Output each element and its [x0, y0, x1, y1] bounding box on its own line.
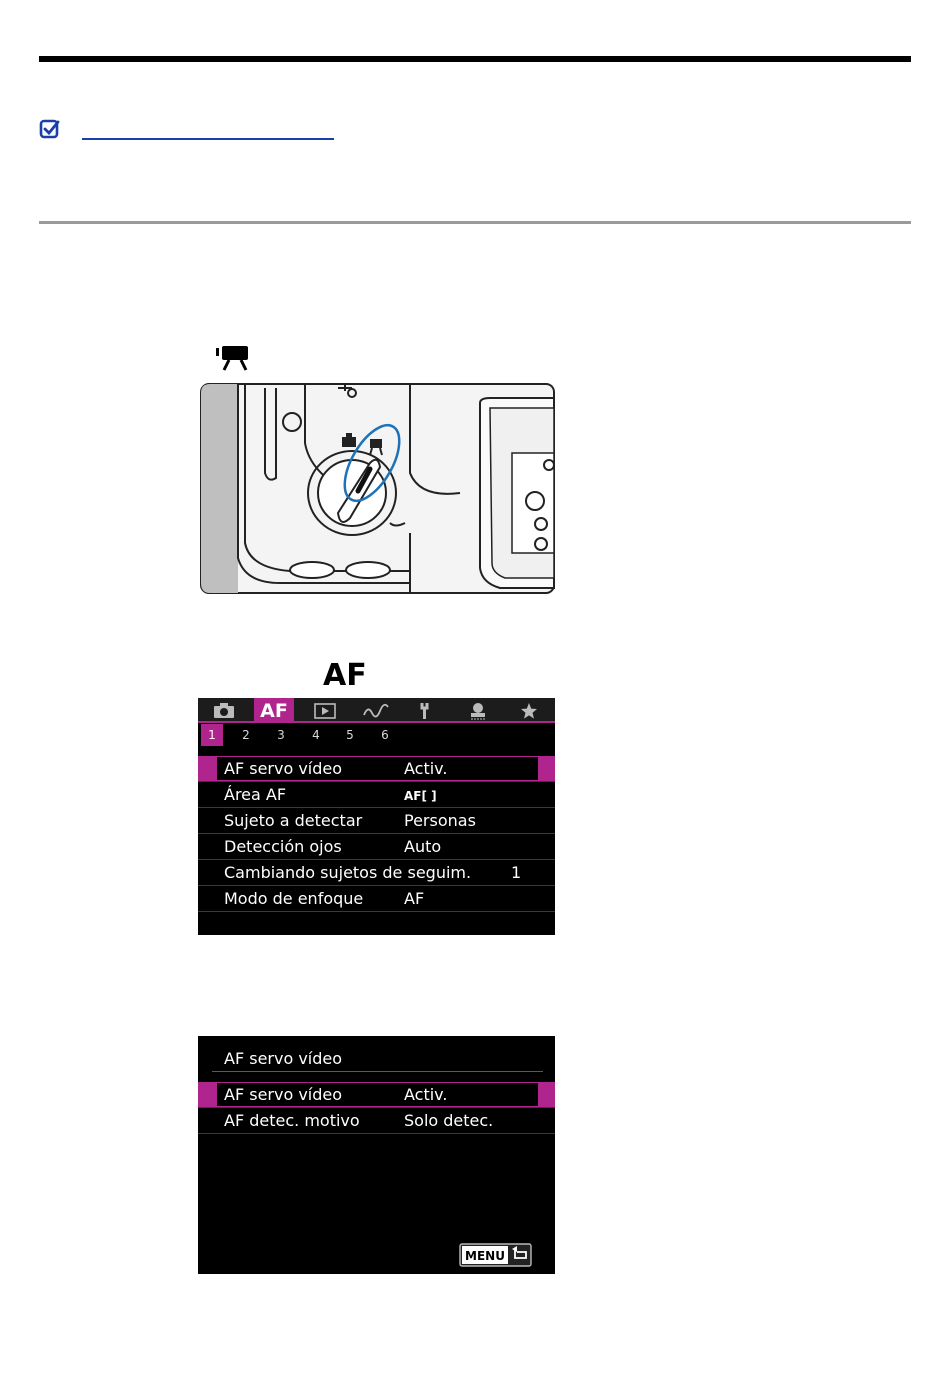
menu-row-value: Auto	[404, 837, 442, 856]
menu-row-label: AF servo vídeo	[224, 1085, 343, 1104]
subtab-3[interactable]: 3	[277, 728, 285, 742]
menu-row-focus-mode[interactable]	[198, 886, 555, 912]
tab-wireless[interactable]	[356, 698, 396, 723]
camera-icon	[213, 703, 235, 719]
camera-switch-photo	[200, 383, 555, 594]
af-servo-submenu-screen	[198, 1036, 555, 1274]
menu-row-value: 1	[511, 863, 522, 882]
af-tab-heading: AF	[323, 658, 367, 693]
subtab-2[interactable]: 2	[242, 728, 250, 742]
movie-camera-icon	[215, 346, 249, 372]
subtab-6[interactable]: 6	[381, 728, 389, 742]
menu-row-value: Activ.	[404, 1085, 448, 1104]
wrench-icon	[418, 702, 436, 720]
return-icon	[459, 1243, 532, 1267]
checkmark-note-icon	[39, 118, 61, 140]
menu-back-button[interactable]	[459, 1243, 532, 1267]
top-rule	[39, 56, 911, 62]
playback-icon	[314, 703, 336, 719]
submenu-row-subject-detection[interactable]	[198, 1108, 555, 1134]
subtab-1[interactable]: 1	[201, 724, 223, 746]
menu-row-value: Personas	[404, 811, 476, 830]
menu-row-eye-detection[interactable]	[198, 834, 555, 860]
tab-mymenu[interactable]	[509, 698, 549, 723]
tab-setup[interactable]	[407, 698, 447, 723]
tab-custom[interactable]	[458, 698, 498, 723]
tab-af-label: AF	[260, 699, 288, 722]
menu-row-label: Modo de enfoque	[224, 889, 364, 908]
submenu-row-af-servo[interactable]	[198, 1082, 555, 1108]
tab-shooting[interactable]	[204, 698, 244, 723]
star-icon	[520, 702, 538, 720]
menu-row-label: Detección ojos	[224, 837, 342, 856]
menu-tabs	[198, 698, 555, 723]
menu-row-label: Cambiando sujetos de seguim.	[224, 863, 472, 882]
submenu-title: AF servo vídeo	[224, 1049, 343, 1068]
menu-row-value: Solo detec.	[404, 1111, 494, 1130]
menu-row-af-servo[interactable]	[198, 756, 555, 782]
menu-row-label: Sujeto a detectar	[224, 811, 363, 830]
menu-row-af-area[interactable]	[198, 782, 555, 808]
tab-underline	[198, 721, 555, 723]
menu-subtabs	[198, 724, 555, 746]
menu-button-label: MENU	[465, 1249, 505, 1263]
menu-row-label: AF servo vídeo	[224, 759, 343, 778]
note-link[interactable]	[82, 138, 334, 140]
subtab-4[interactable]: 4	[312, 728, 320, 742]
section-divider	[39, 221, 911, 224]
menu-row-subject[interactable]	[198, 808, 555, 834]
af-menu-screen	[198, 698, 555, 935]
submenu-title-rule	[212, 1071, 543, 1072]
menu-row-value: Activ.	[404, 759, 448, 778]
tab-af[interactable]	[254, 698, 294, 723]
tab-playback[interactable]	[305, 698, 345, 723]
af-area-icon: AF[ ]	[404, 789, 437, 803]
subtab-5[interactable]: 5	[346, 728, 354, 742]
wave-icon	[363, 703, 389, 719]
custom-icon	[468, 702, 488, 720]
menu-row-label: Área AF	[224, 785, 287, 804]
menu-row-value: AF	[404, 889, 425, 908]
menu-row-switching-subjects[interactable]	[198, 860, 555, 886]
menu-row-label: AF detec. motivo	[224, 1111, 360, 1130]
